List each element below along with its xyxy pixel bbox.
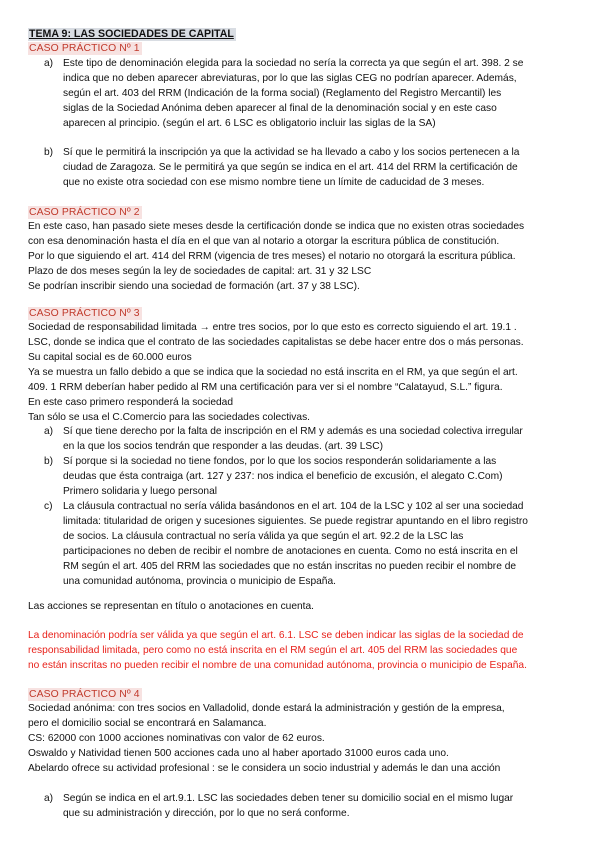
case-1-item-b-line: Sí que le permitirá la inscripción ya que la actividad se ha llevado a cabo y los socios pertenecen a la	[63, 147, 520, 158]
case-1-item-a-line: siglas de la Sociedad Anónima deben aparecer al final de la denominación social y en este caso	[63, 103, 497, 114]
case-3-heading: CASO PRÁCTICO Nº 3	[29, 308, 140, 319]
case-4-item-a-line: Según se indica en el art.9.1. LSC las sociedades deben tener su domicilio social en el mismo lugar	[63, 793, 514, 804]
case-3-item-c-line: RM según el art. 405 del RRM las sociedades que no están inscritas no pueden recibir el nombre de	[63, 561, 517, 572]
case-1-item-a-line: Este tipo de denominación elegida para la sociedad no sería la correcta ya que según el art. 398. 2 se	[63, 58, 524, 69]
case-3-item-a-line: en la que los socios tendrán que responder a las deudas. (art. 39 LSC)	[63, 441, 383, 452]
case-3-item-c-line: de socios. La cláusula contractual no sería válida ya que según el art. 92.2 de la LSC las	[63, 531, 464, 542]
case-4-line: Abelardo ofrece su actividad profesional : se le considera un socio industrial y además le dan una acción	[28, 763, 501, 774]
case-1-item-b-line: que no existe otra sociedad con ese mismo nombre tiene un límite de caducidad de 3 meses.	[63, 177, 485, 188]
case-3-red-note-line: no están inscritas no pueden recibir el nombre de una comunidad autónoma, provincia o municipio de España.	[28, 660, 527, 671]
case-2-line: Por lo que siguiendo el art. 414 del RRM (vigencia de tres meses) el notario no otorgará la escritura pública.	[28, 251, 516, 262]
case-1-item-b-line: ciudad de Zaragoza. Se le permitirá ya que según se indica en el art. 414 del RRM la certificación de	[63, 162, 518, 173]
case-2-line: En este caso, han pasado siete meses desde la certificación donde se indica que no existen otras sociedades	[28, 221, 525, 232]
case-1-item-b-marker: b)	[44, 147, 54, 158]
case-3-red-note-line: responsabilidad limitada, pero como no está inscrita en el RM según el art. 405 del RRM las sociedades que	[28, 645, 518, 656]
document-title: TEMA 9: LAS SOCIEDADES DE CAPITAL	[29, 28, 234, 40]
case-4-heading: CASO PRÁCTICO Nº 4	[29, 689, 140, 700]
case-1-heading: CASO PRÁCTICO Nº 1	[29, 43, 140, 54]
case-3-item-b-marker: b)	[44, 456, 54, 467]
case-4-line: pero el domicilio social se encontrará en Salamanca.	[28, 718, 267, 729]
case-3-item-c-line: una comunidad autónoma, provincia o municipio de España.	[63, 576, 336, 587]
case-3-intro-line: Sociedad de responsabilidad limitada → entre tres socios, por lo que esto es correcto siguiendo el art. 19.1 .	[28, 322, 517, 333]
case-4-line: CS: 62000 con 1000 acciones nominativas con valor de 62 euros.	[28, 733, 325, 744]
case-3-intro-line: 409. 1 RRM deberían haber pedido al RM una certificación para ver si el nombre “Calatayud, S.L.” figura.	[28, 382, 503, 393]
case-3-intro-line: En este caso primero responderá la sociedad	[28, 397, 233, 408]
case-1-item-a-line: según el art. 403 del RRM (Indicación de la forma social) (Reglamento del Registro Mercantil) les	[63, 88, 502, 99]
case-3-note: Las acciones se representan en título o anotaciones en cuenta.	[28, 601, 315, 612]
case-3-item-c-line: La cláusula contractual no sería válida basándonos en el art. 104 de la LSC y 102 al ser una sociedad	[63, 501, 524, 512]
case-1-item-a-line: indica que no deben aparecer abreviaturas, por lo que las siglas CEG no podrían aparecer. Además,	[63, 73, 517, 84]
case-2-heading: CASO PRÁCTICO Nº 2	[29, 207, 140, 218]
case-3-item-a-marker: a)	[44, 426, 54, 437]
case-2-line: Se podrían inscribir siendo una sociedad de formación (art. 37 y 38 LSC).	[28, 281, 360, 292]
case-3-item-b-line: Primero solidaria y luego personal	[63, 486, 218, 497]
case-4-line: Sociedad anónima: con tres socios en Valladolid, donde estará la administración y gestión de la empresa,	[28, 703, 505, 714]
case-3-intro-line: Ya se muestra un fallo debido a que se indica que la sociedad no está inscrita en el RM, ya que según el art.	[28, 367, 518, 378]
case-3-red-note-line: La denominación podría ser válida ya que según el art. 6.1. LSC se deben indicar las siglas de la sociedad de	[28, 630, 524, 641]
case-3-item-c-marker: c)	[44, 501, 53, 512]
case-4-item-a-line: que su administración y dirección, por lo que no será conforme.	[63, 808, 350, 819]
case-3-intro-line: Tan sólo se usa el C.Comercio para las sociedades colectivas.	[28, 412, 310, 423]
case-2-line: con esa denominación hasta el día en el que van al notario a otorgar la escritura pública de constitución.	[28, 236, 500, 247]
case-3-item-b-line: Sí porque si la sociedad no tiene fondos, por lo que los socios responderán solidariamente a las	[63, 456, 497, 467]
case-1-item-a-marker: a)	[44, 58, 54, 69]
case-3-item-c-line: participaciones no deben de recibir el nombre de anotaciones en cuenta. Como no está inscrita en el	[63, 546, 518, 557]
case-4-item-a-marker: a)	[44, 793, 54, 804]
case-3-item-a-line: Sí que tiene derecho por la falta de inscripción en el RM y además es una sociedad colectiva irregular	[63, 426, 523, 437]
case-3-intro-line: Su capital social es de 60.000 euros	[28, 352, 192, 363]
case-4-line: Oswaldo y Natividad tienen 500 acciones cada uno al haber aportado 31000 euros cada uno.	[28, 748, 449, 759]
case-3-intro-line: LSC, donde se indica que el contrato de las sociedades capitalistas se debe hacer entre dos o más personas.	[28, 337, 524, 348]
case-1-item-a-line: aparecen al principio. (según el art. 6 LSC es obligatorio incluir las siglas de la SA)	[63, 118, 436, 129]
case-3-item-c-line: limitada: titularidad de origen y sucesiones siguientes. Se puede registrar apuntando en el libro registro	[63, 516, 528, 527]
case-3-item-b-line: deudas que ésta contraiga (art. 127 y 237: nos indica el beneficio de excusión, el alegato C.Com)	[63, 471, 503, 482]
case-2-line: Plazo de dos meses según la ley de sociedades de capital: art. 31 y 32 LSC	[28, 266, 372, 277]
